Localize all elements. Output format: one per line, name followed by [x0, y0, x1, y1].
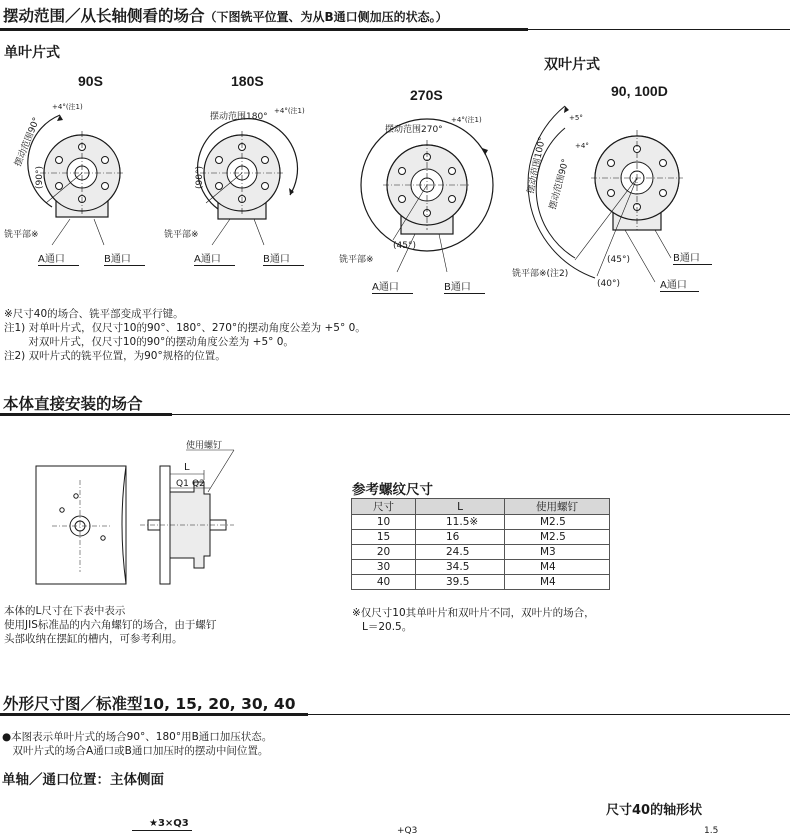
tol-label-180s: +4°(注1) [274, 107, 305, 115]
single-vane-label: 单叶片式 [4, 45, 60, 61]
section-rule [0, 414, 790, 415]
outline-note-1: ●本图表示单叶片式的场合90°、180°用B通口加压状态。 [2, 731, 273, 743]
direct-mount-desc-3: 头部收纳在摆缸的槽内，可参考利用。 [4, 633, 183, 645]
range-label-90d: 摆动范围90° [548, 158, 572, 211]
flat-label-90s: 铣平部※ [4, 230, 39, 240]
actuator-drawing-270s [335, 100, 510, 290]
q3-callout: ★3×Q3 [149, 818, 189, 829]
model-270s: 270S [410, 87, 443, 103]
dim-q1: Q1 [176, 479, 189, 489]
port-b-180s: B通口 [263, 250, 304, 266]
tol-label-90d: +4° [575, 142, 589, 150]
angle-label-45d: (45°) [607, 255, 630, 265]
port-a-180s: A通口 [194, 250, 235, 266]
q3-callout-right: +Q3 [397, 826, 418, 836]
port-a-270s: A通口 [372, 278, 413, 294]
cell-screw: M4 [505, 560, 610, 575]
screw-callout: 使用螺钉 [186, 441, 223, 451]
direct-mount-desc-2: 使用JIS标准品的内六角螺钉的场合，由于螺钉 [4, 619, 217, 631]
shaft-shape-label: 尺寸40的轴形状 [606, 803, 703, 818]
note-1: ※尺寸40的场合、铣平部变成平行键。 [4, 308, 184, 320]
range-label-90s: 摆动范围90° [13, 116, 43, 169]
cell-l: 24.5 [416, 545, 505, 560]
col-size: 尺寸 [352, 499, 416, 515]
port-b-90s: B通口 [104, 250, 145, 266]
direct-mount-desc-1: 本体的L尺寸在下表中表示 [4, 605, 126, 617]
actuator-drawing-180s [160, 95, 330, 270]
model-90-100d: 90, 100D [611, 83, 668, 99]
table-row [352, 530, 610, 545]
port-b-270s: B通口 [444, 278, 485, 294]
range-label-270s: 摆动范围270° [385, 125, 443, 135]
angle-label-270s: (45°) [393, 241, 416, 251]
col-screw: 使用螺钉 [505, 499, 610, 515]
direct-mount-drawing [30, 440, 250, 590]
angle-label-40d: (40°) [597, 279, 620, 289]
cell-l: 11.5※ [416, 515, 505, 530]
cell-screw: M3 [505, 545, 610, 560]
table-row [352, 515, 610, 530]
dim-1-5: 1.5 [704, 826, 719, 836]
port-b-100d: B通口 [673, 249, 712, 265]
table-row [352, 560, 610, 575]
cell-size: 30 [352, 560, 416, 575]
dim-l: L [184, 462, 190, 473]
cell-size: 15 [352, 530, 416, 545]
port-a-100d: A通口 [660, 276, 699, 292]
model-180s: 180S [231, 73, 264, 89]
cell-screw: M4 [505, 575, 610, 590]
note-2: 注1) 对单叶片式，仅尺寸10的90°、180°、270°的摆动角度公差为 +5° 0。 [4, 322, 366, 334]
section-rule [0, 714, 790, 715]
flat-label-270s: 铣平部※ [339, 255, 374, 265]
table-footnote-2: L＝20.5。 [362, 621, 413, 633]
range-label-100d: 摆动范围100° [526, 136, 548, 195]
section-title-main: 摆动范围／从长轴侧看的场合 [3, 7, 205, 25]
cell-l: 34.5 [416, 560, 505, 575]
range-label-180s: 摆动范围180° [210, 112, 268, 122]
thread-size-table [351, 498, 610, 590]
tol-label-90s: +4°(注1) [52, 103, 83, 111]
outline-subtitle: 单轴／通口位置：主体侧面 [2, 772, 164, 788]
double-vane-label: 双叶片式 [544, 57, 600, 73]
cell-size: 40 [352, 575, 416, 590]
section-title-note: （下图铣平位置、为从B通口侧加压的状态。） [204, 10, 448, 24]
cell-screw: M2.5 [505, 515, 610, 530]
cell-l: 39.5 [416, 575, 505, 590]
flat-label-100d: 铣平部※(注2) [512, 269, 569, 279]
table-header-row [352, 499, 610, 515]
tol-label-100d: +5° [569, 114, 583, 122]
actuator-drawing-90s [0, 95, 170, 270]
section-title-outline: 外形尺寸图／标准型10, 15, 20, 30, 40 [3, 695, 296, 713]
port-a-90s: A通口 [38, 250, 79, 266]
tol-label-270s: +4°(注1) [451, 116, 482, 124]
flat-label-180s: 铣平部※ [164, 230, 199, 240]
dim-q2: Q2 [192, 479, 205, 489]
col-l: L [416, 499, 505, 515]
table-row [352, 545, 610, 560]
outline-note-2: 双叶片式的场合A通口或B通口加压时的摆动中间位置。 [2, 745, 269, 757]
cell-size: 10 [352, 515, 416, 530]
cell-size: 20 [352, 545, 416, 560]
section-title-direct-mount: 本体直接安装的场合 [3, 395, 143, 413]
angle-label-180s: (90°) [195, 166, 205, 189]
table-footnote-1: ※仅尺寸10其单叶片和双叶片不同，双叶片的场合， [352, 607, 595, 619]
note-4: 注2) 双叶片式的铣平位置，为90°规格的位置。 [4, 350, 226, 362]
section-title-rotation-range [0, 6, 452, 29]
thread-table-title: 参考螺纹尺寸 [352, 482, 433, 498]
note-3: 对双叶片式，仅尺寸10的90°的摆动角度公差为 +5° 0。 [4, 336, 294, 348]
model-90s: 90S [78, 73, 103, 89]
cell-l: 16 [416, 530, 505, 545]
section-rule [0, 29, 790, 30]
table-row [352, 575, 610, 590]
cell-screw: M2.5 [505, 530, 610, 545]
q3-leader-line [132, 830, 192, 831]
angle-label-90s: (90°) [35, 166, 45, 189]
